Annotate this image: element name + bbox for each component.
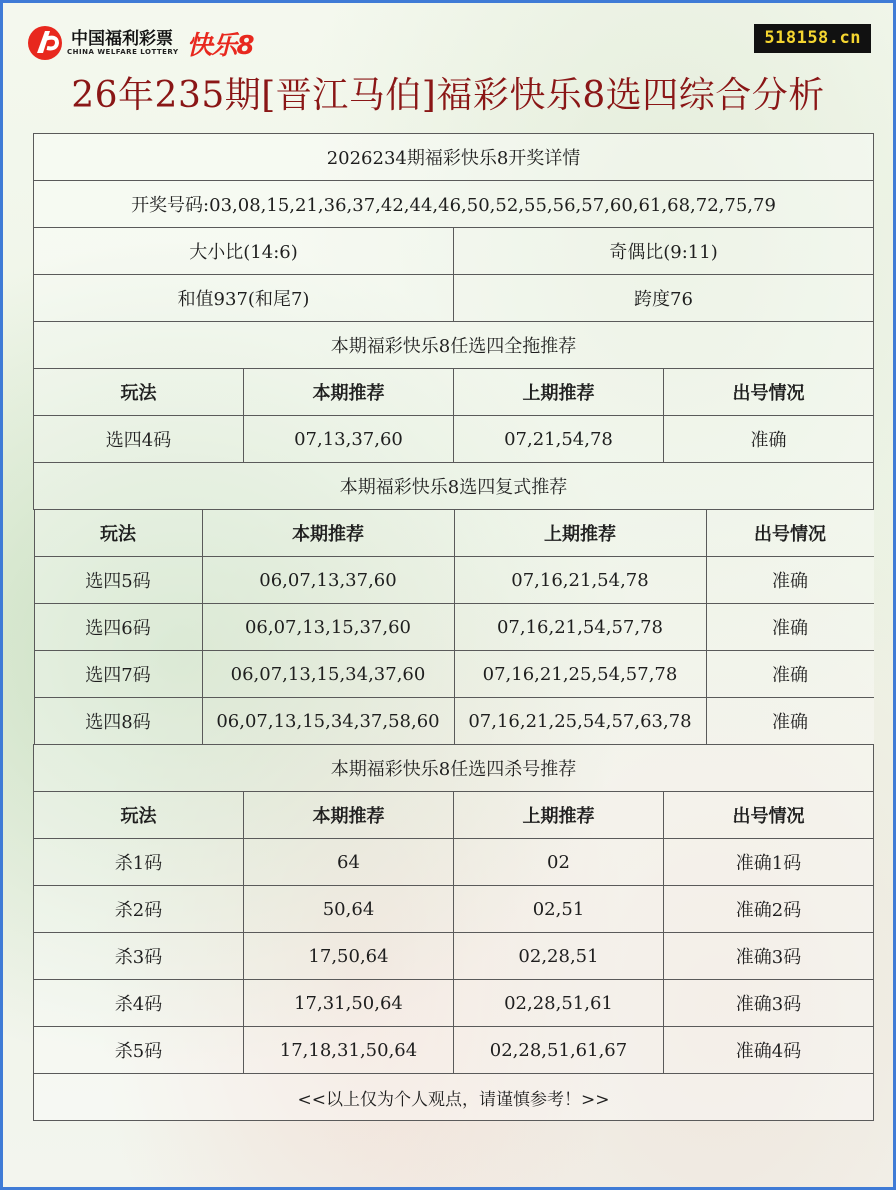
current-cell: 06,07,13,15,34,37,58,60 [202,698,454,745]
play-cell: 杀3码 [34,933,244,980]
full-drag-header-row [34,369,874,416]
compound-subtable [34,510,874,744]
page-title: 26年235期[晋江马伯]福彩快乐8选四综合分析 [71,75,825,116]
result-cell: 准确 [706,651,874,698]
full-drag-heading-row [34,322,874,369]
previous-cell: 02 [454,839,664,886]
col-header-current: 本期推荐 [244,369,454,416]
previous-cell: 07,16,21,25,54,57,78 [454,651,706,698]
logo-english-text: CHINA WELFARE LOTTERY [67,48,179,56]
kill-heading-row [34,745,874,792]
full-drag-heading: 本期福彩快乐8任选四全拖推荐 [34,322,874,369]
logo-chinese-text: 中国福利彩票 [71,29,173,49]
play-cell: 选四4码 [34,416,244,463]
play-cell: 选四7码 [34,651,202,698]
current-cell: 50,64 [244,886,454,933]
table-row [34,651,874,698]
previous-cell: 02,28,51 [454,933,664,980]
current-cell: 06,07,13,15,34,37,60 [202,651,454,698]
col-header-current: 本期推荐 [244,792,454,839]
col-header-result: 出号情况 [664,792,874,839]
analysis-table [33,133,874,1121]
col-header-play: 玩法 [34,369,244,416]
col-header-play: 玩法 [34,510,202,557]
previous-cell: 02,28,51,61 [454,980,664,1027]
welfare-lottery-logo-icon [23,23,67,63]
compound-header-row [34,510,874,557]
col-header-result: 出号情况 [706,510,874,557]
site-badge[interactable]: 518158.cn [754,24,871,53]
compound-heading-row [34,463,874,510]
result-cell: 准确 [706,604,874,651]
table-row [34,933,874,980]
result-cell: 准确4码 [664,1027,874,1074]
result-cell: 准确3码 [664,980,874,1027]
previous-cell: 02,51 [454,886,664,933]
play-cell: 杀1码 [34,839,244,886]
draw-sum: 和值937(和尾7) [34,275,454,322]
compound-subtable-row [34,510,874,745]
compound-heading: 本期福彩快乐8选四复式推荐 [34,463,874,510]
play-cell: 选四8码 [34,698,202,745]
parity-ratio: 奇偶比(9:11) [454,228,874,275]
table-row [34,886,874,933]
result-cell: 准确 [706,557,874,604]
current-cell: 64 [244,839,454,886]
draw-span: 跨度76 [454,275,874,322]
col-header-previous: 上期推荐 [454,510,706,557]
play-cell: 杀2码 [34,886,244,933]
result-cell: 准确1码 [664,839,874,886]
draw-ratio-row [34,228,874,275]
current-cell: 06,07,13,37,60 [202,557,454,604]
table-row [34,557,874,604]
result-cell: 准确3码 [664,933,874,980]
footer-row [34,1074,874,1121]
current-cell: 06,07,13,15,37,60 [202,604,454,651]
table-row [34,839,874,886]
table-row [34,416,874,463]
previous-cell: 07,16,21,54,57,78 [454,604,706,651]
current-cell: 17,31,50,64 [244,980,454,1027]
draw-numbers: 开奖号码:03,08,15,21,36,37,42,44,46,50,52,55,56,57,60,61,68,72,75,79 [34,181,874,228]
previous-cell: 07,16,21,54,78 [454,557,706,604]
table-row [34,1027,874,1074]
draw-numbers-row [34,181,874,228]
kill-heading: 本期福彩快乐8任选四杀号推荐 [34,745,874,792]
current-cell: 07,13,37,60 [244,416,454,463]
col-header-previous: 上期推荐 [454,369,664,416]
draw-heading: 2026234期福彩快乐8开奖详情 [34,134,874,181]
draw-heading-row [34,134,874,181]
play-cell: 杀5码 [34,1027,244,1074]
previous-cell: 02,28,51,61,67 [454,1027,664,1074]
lottery-logo [23,23,254,63]
table-row [34,980,874,1027]
col-header-previous: 上期推荐 [454,792,664,839]
kuaile8-brand: 快乐8 [186,30,254,61]
play-cell: 杀4码 [34,980,244,1027]
current-cell: 17,18,31,50,64 [244,1027,454,1074]
result-cell: 准确 [664,416,874,463]
result-cell: 准确 [706,698,874,745]
compound-subtable-wrap [34,510,874,745]
current-cell: 17,50,64 [244,933,454,980]
table-row [34,604,874,651]
col-header-result: 出号情况 [664,369,874,416]
disclaimer: <<以上仅为个人观点，请谨慎参考！>> [34,1074,874,1121]
table-row [34,698,874,745]
play-cell: 选四5码 [34,557,202,604]
kill-header-row [34,792,874,839]
col-header-play: 玩法 [34,792,244,839]
draw-sum-row [34,275,874,322]
play-cell: 选四6码 [34,604,202,651]
previous-cell: 07,21,54,78 [454,416,664,463]
size-ratio: 大小比(14:6) [34,228,454,275]
result-cell: 准确2码 [664,886,874,933]
col-header-current: 本期推荐 [202,510,454,557]
previous-cell: 07,16,21,25,54,57,63,78 [454,698,706,745]
